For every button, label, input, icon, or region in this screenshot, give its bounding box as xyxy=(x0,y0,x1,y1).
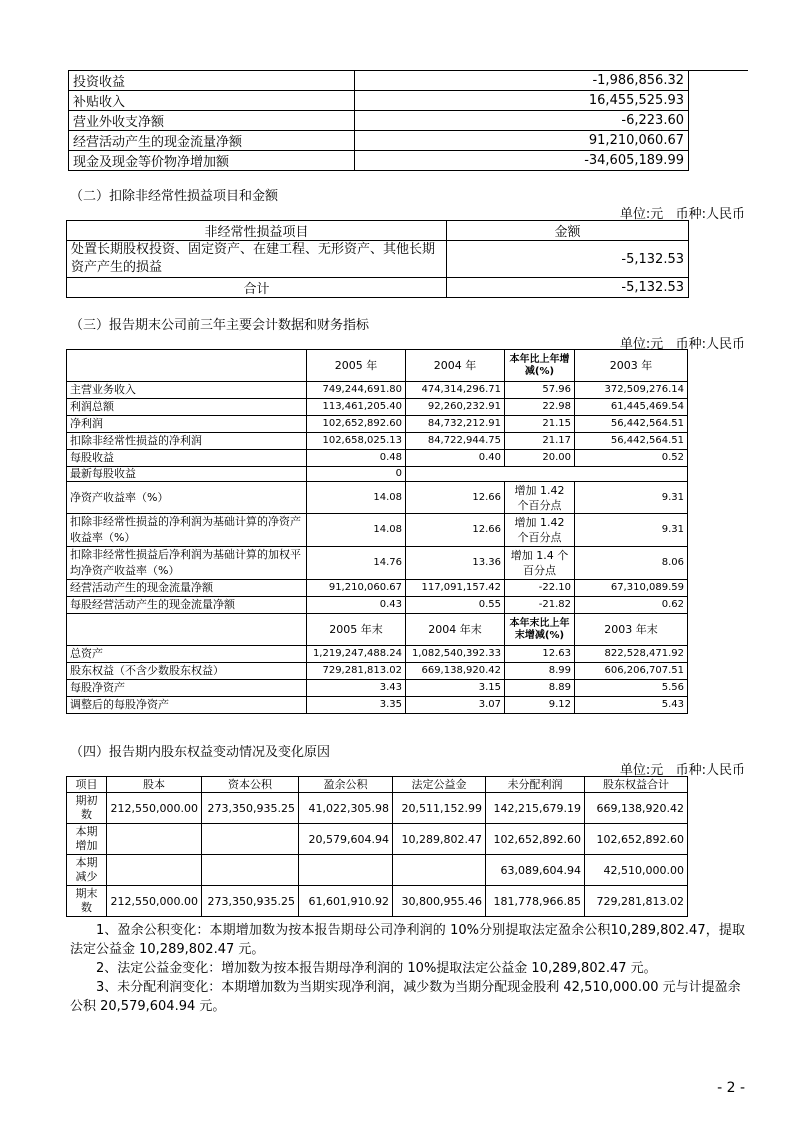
value-2005: 113,461,205.40 xyxy=(307,399,406,416)
value-change: 21.17 xyxy=(505,433,575,450)
header-amount: 金额 xyxy=(447,221,689,241)
header-col: 2003 年 xyxy=(575,350,688,382)
value-2004: 3.07 xyxy=(406,697,505,714)
row-label: 本期增加 xyxy=(67,824,107,855)
header-row xyxy=(67,777,688,793)
row-label: 每股收益 xyxy=(67,450,307,467)
total-label: 合计 xyxy=(67,278,447,298)
value-change: 21.15 xyxy=(505,416,575,433)
value-2004: 84,732,212.91 xyxy=(406,416,505,433)
value-change: 增加 1.4 个百分点 xyxy=(505,547,575,580)
value-change: 8.89 xyxy=(505,680,575,697)
header-col: 2004 年末 xyxy=(406,614,505,646)
equity-notes xyxy=(70,921,745,1016)
row-label: 扣除非经常性损益后净利润为基础计算的加权平均净资产收益率（%） xyxy=(67,547,307,580)
value-cell: 212,550,000.00 xyxy=(107,793,202,824)
table-row xyxy=(69,71,689,91)
equity-changes-body xyxy=(67,777,688,917)
header-cell: 股东权益合计 xyxy=(585,777,688,793)
value-cell: 273,350,935.25 xyxy=(202,793,299,824)
value-cell: 30,800,955.46 xyxy=(393,886,486,917)
row-value: -1,986,856.32 xyxy=(355,71,689,91)
header-cell: 股本 xyxy=(107,777,202,793)
value-cell xyxy=(107,855,202,886)
header-cell: 法定公益金 xyxy=(393,777,486,793)
value-cell: 729,281,813.02 xyxy=(585,886,688,917)
value-2004: 117,091,157.42 xyxy=(406,580,505,597)
header-col: 2004 年 xyxy=(406,350,505,382)
table-row xyxy=(69,151,689,171)
value-2004: 669,138,920.42 xyxy=(406,663,505,680)
table-row xyxy=(69,131,689,151)
table-row xyxy=(67,450,688,467)
value-change: 8.99 xyxy=(505,663,575,680)
value-cell: 10,289,802.47 xyxy=(393,824,486,855)
value-2004: 92,260,232.91 xyxy=(406,399,505,416)
value-2004: 13.36 xyxy=(406,547,505,580)
value-2004: 0.55 xyxy=(406,597,505,614)
row-label: 期初数 xyxy=(67,793,107,824)
value-cell: 42,510,000.00 xyxy=(585,855,688,886)
header-item: 非经常性损益项目 xyxy=(67,221,447,241)
value-cell xyxy=(202,824,299,855)
value-change: 22.98 xyxy=(505,399,575,416)
table-row xyxy=(67,467,688,482)
value-2003: 606,206,707.51 xyxy=(575,663,688,680)
equity-changes-table xyxy=(66,776,688,917)
row-value: -6,223.60 xyxy=(355,111,689,131)
value-cell xyxy=(299,855,393,886)
row-value: 91,210,060.67 xyxy=(355,131,689,151)
value-change: -21.82 xyxy=(505,597,575,614)
value-change: 57.96 xyxy=(505,382,575,399)
table-row xyxy=(67,824,688,855)
value-change: 9.12 xyxy=(505,697,575,714)
table-row xyxy=(67,597,688,614)
row-label: 投资收益 xyxy=(69,71,355,91)
value-2005: 729,281,813.02 xyxy=(307,663,406,680)
header-cell: 盈余公积 xyxy=(299,777,393,793)
value-2005: 102,658,025.13 xyxy=(307,433,406,450)
value-change: 12.63 xyxy=(505,646,575,663)
header-cell: 资本公积 xyxy=(202,777,299,793)
value-2005: 3.43 xyxy=(307,680,406,697)
row-label: 每股净资产 xyxy=(67,680,307,697)
value-2004: 3.15 xyxy=(406,680,505,697)
value-cell: 669,138,920.42 xyxy=(585,793,688,824)
nonrecurring-item-label: 处置长期股权投资、固定资产、在建工程、无形资产、其他长期资产产生的损益 xyxy=(67,241,447,278)
table-row xyxy=(69,91,689,111)
value-2004: 12.66 xyxy=(406,482,505,514)
total-value: -5,132.53 xyxy=(447,278,689,298)
row-label: 经营活动产生的现金流量净额 xyxy=(69,131,355,151)
value-change: -22.10 xyxy=(505,580,575,597)
value-cell: 61,601,910.92 xyxy=(299,886,393,917)
row-label: 扣除非经常性损益的净利润为基础计算的净资产收益率（%） xyxy=(67,514,307,547)
header-blank xyxy=(67,350,307,382)
row-label: 经营活动产生的现金流量净额 xyxy=(67,580,307,597)
value-2005: 0.48 xyxy=(307,450,406,467)
value-2004: 12.66 xyxy=(406,514,505,547)
table-row xyxy=(67,514,688,547)
table-row xyxy=(67,482,688,514)
section3-unit: 单位:元 币种:人民币 xyxy=(619,337,745,352)
table-row xyxy=(67,793,688,824)
nonrecurring-items-table xyxy=(66,220,689,298)
row-label: 调整后的每股净资产 xyxy=(67,697,307,714)
table-row xyxy=(67,580,688,597)
value-2005: 14.08 xyxy=(307,514,406,547)
row-value: -34,605,189.99 xyxy=(355,151,689,171)
value-2003: 0.52 xyxy=(575,450,688,467)
table-row xyxy=(67,416,688,433)
financial-indicators-table xyxy=(66,349,688,714)
header-cell: 项目 xyxy=(67,777,107,793)
value-2003: 5.43 xyxy=(575,697,688,714)
row-label: 股东权益（不含少数股东权益） xyxy=(67,663,307,680)
value-cell xyxy=(202,855,299,886)
value-2003: 56,442,564.51 xyxy=(575,433,688,450)
row-label: 利润总额 xyxy=(67,399,307,416)
row-label: 每股经营活动产生的现金流量净额 xyxy=(67,597,307,614)
value-2005: 91,210,060.67 xyxy=(307,580,406,597)
blank-cell xyxy=(406,467,688,482)
page-number: - 2 - xyxy=(717,1080,745,1096)
value-2003: 67,310,089.59 xyxy=(575,580,688,597)
header-col: 2003 年末 xyxy=(575,614,688,646)
header-blank xyxy=(67,614,307,646)
table-row xyxy=(69,111,689,131)
row-label: 最新每股收益 xyxy=(67,467,307,482)
row-label: 营业外收支净额 xyxy=(69,111,355,131)
value-2005: 14.08 xyxy=(307,482,406,514)
value-2004: 474,314,296.71 xyxy=(406,382,505,399)
value-2005: 0 xyxy=(307,467,406,482)
header-row xyxy=(67,614,688,646)
value-change: 增加 1.42 个百分点 xyxy=(505,514,575,547)
value-cell: 142,215,679.19 xyxy=(486,793,585,824)
value-2005: 14.76 xyxy=(307,547,406,580)
section4-title: （四）报告期内股东权益变动情况及变化原因 xyxy=(70,745,331,760)
table-row xyxy=(67,697,688,714)
value-2004: 1,082,540,392.33 xyxy=(406,646,505,663)
table-row xyxy=(67,855,688,886)
income-summary-body xyxy=(69,71,689,171)
value-2005: 0.43 xyxy=(307,597,406,614)
value-2003: 56,442,564.51 xyxy=(575,416,688,433)
value-cell: 102,652,892.60 xyxy=(585,824,688,855)
value-2005: 3.35 xyxy=(307,697,406,714)
section3-title: （三）报告期末公司前三年主要会计数据和财务指标 xyxy=(70,318,370,333)
header-col: 2005 年 xyxy=(307,350,406,382)
value-2003: 9.31 xyxy=(575,482,688,514)
value-2004: 0.40 xyxy=(406,450,505,467)
value-2003: 9.31 xyxy=(575,514,688,547)
table-row xyxy=(67,399,688,416)
section2-title: （二）扣除非经常性损益项目和金额 xyxy=(70,189,279,204)
value-cell: 20,579,604.94 xyxy=(299,824,393,855)
value-2003: 61,445,469.54 xyxy=(575,399,688,416)
table-row xyxy=(67,680,688,697)
nonrecurring-item-value: -5,132.53 xyxy=(447,241,689,278)
note-1: 1、盈余公积变化：本期增加数为按本报告期母公司净利润的 10%分别提取法定盈余公积10,289,802.47，提取法定公益金 10,289,802.47 元。 xyxy=(70,923,745,957)
row-label: 主营业务收入 xyxy=(67,382,307,399)
value-2003: 0.62 xyxy=(575,597,688,614)
table-row xyxy=(67,433,688,450)
value-cell: 20,511,152.99 xyxy=(393,793,486,824)
value-cell: 102,652,892.60 xyxy=(486,824,585,855)
value-2005: 1,219,247,488.24 xyxy=(307,646,406,663)
row-label: 本期减少 xyxy=(67,855,107,886)
note-3: 3、未分配利润变化：本期增加数为当期实现净利润，减少数为当期分配现金股利 42,510,000.00 元与计提盈余公积 20,579,604.94 元。 xyxy=(70,980,741,1014)
value-cell: 63,089,604.94 xyxy=(486,855,585,886)
table-row xyxy=(67,646,688,663)
header-change: 本年末比上年末增减(%) xyxy=(505,614,575,646)
value-cell: 273,350,935.25 xyxy=(202,886,299,917)
row-label: 补贴收入 xyxy=(69,91,355,111)
header-col: 2005 年末 xyxy=(307,614,406,646)
value-cell: 41,022,305.98 xyxy=(299,793,393,824)
value-2003: 8.06 xyxy=(575,547,688,580)
value-cell: 181,778,966.85 xyxy=(486,886,585,917)
value-2003: 822,528,471.92 xyxy=(575,646,688,663)
financial-indicators-body xyxy=(67,350,688,714)
table-row xyxy=(67,382,688,399)
header-row xyxy=(67,350,688,382)
table-row xyxy=(67,886,688,917)
header-cell: 未分配利润 xyxy=(486,777,585,793)
note-2: 2、法定公益金变化：增加数为按本报告期母净利润的 10%提取法定公益金 10,289,802.47 元。 xyxy=(96,961,657,976)
value-cell xyxy=(393,855,486,886)
row-label: 净利润 xyxy=(67,416,307,433)
value-change: 增加 1.42 个百分点 xyxy=(505,482,575,514)
table-row xyxy=(67,547,688,580)
value-cell: 212,550,000.00 xyxy=(107,886,202,917)
header-change: 本年比上年增减(%) xyxy=(505,350,575,382)
value-2005: 102,652,892.60 xyxy=(307,416,406,433)
income-summary-table xyxy=(68,70,689,171)
value-cell xyxy=(107,824,202,855)
section2-unit: 单位:元 币种:人民币 xyxy=(619,207,745,222)
row-label: 期末数 xyxy=(67,886,107,917)
value-2003: 372,509,276.14 xyxy=(575,382,688,399)
row-label: 净资产收益率（%） xyxy=(67,482,307,514)
row-label: 现金及现金等价物净增加额 xyxy=(69,151,355,171)
value-2005: 749,244,691.80 xyxy=(307,382,406,399)
row-label: 扣除非经常性损益的净利润 xyxy=(67,433,307,450)
value-2003: 5.56 xyxy=(575,680,688,697)
row-label: 总资产 xyxy=(67,646,307,663)
row-value: 16,455,525.93 xyxy=(355,91,689,111)
section4-unit: 单位:元 币种:人民币 xyxy=(619,763,745,778)
table-row xyxy=(67,663,688,680)
value-2004: 84,722,944.75 xyxy=(406,433,505,450)
value-change: 20.00 xyxy=(505,450,575,467)
